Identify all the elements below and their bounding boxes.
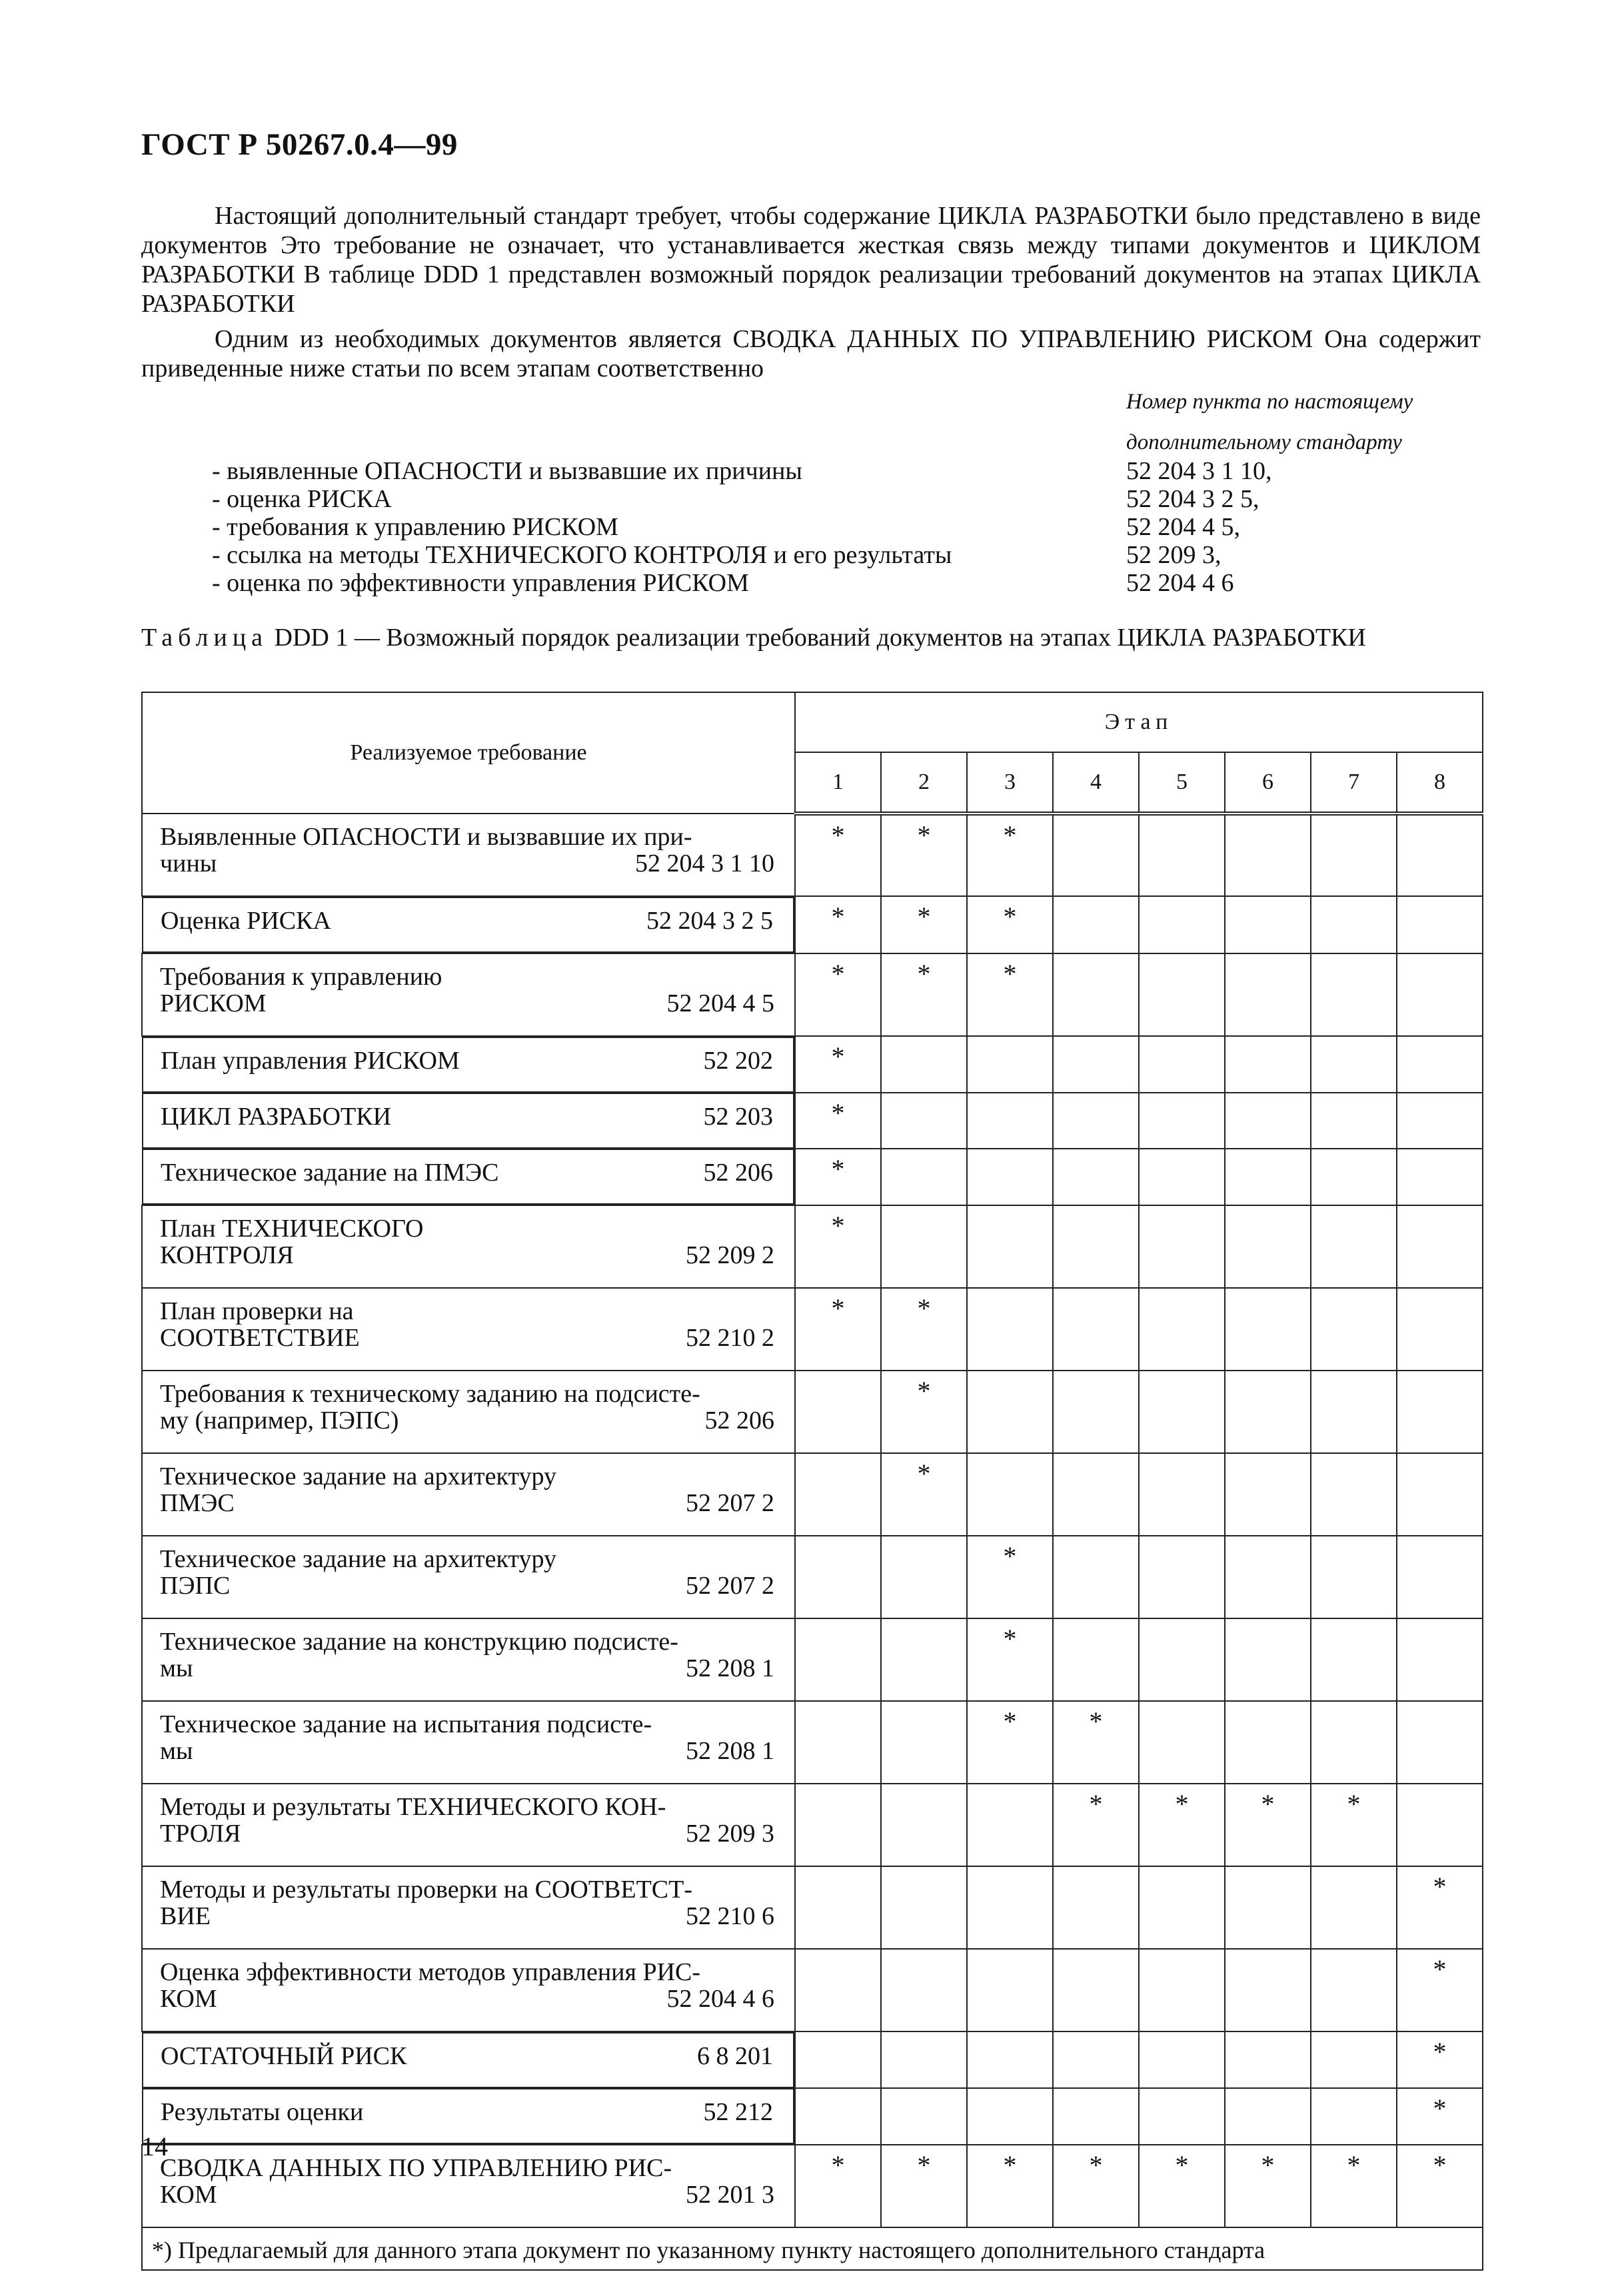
stage-mark-cell: * [1139, 2145, 1225, 2227]
stage-mark-cell [1397, 1288, 1483, 1371]
table-row [142, 1371, 1483, 1453]
stage-mark-cell [1139, 1093, 1225, 1149]
list-item-text: - требования к управлению РИСКОМ [212, 513, 618, 541]
stage-mark-cell: * [967, 953, 1053, 1036]
stage-mark-cell [1397, 1453, 1483, 1536]
stage-mark-cell [1225, 1093, 1311, 1149]
stage-mark-cell [1311, 2031, 1397, 2088]
stage-mark-cell [1311, 1093, 1397, 1149]
stage-mark-cell [1139, 1036, 1225, 1093]
stage-mark-cell [1053, 814, 1139, 896]
stage-mark-cell [795, 2088, 881, 2145]
stage-mark-cell [1053, 1093, 1139, 1149]
table-row [142, 1949, 1483, 2031]
requirement-text: Техническое задание на архитектуру [160, 1545, 557, 1573]
table-row [142, 896, 1483, 953]
stage-mark-cell [1053, 1149, 1139, 1205]
requirement-text: Техническое задание на архитектуру [160, 1462, 557, 1490]
stage-mark-cell [795, 1618, 881, 1701]
stage-mark-cell: * [1053, 1784, 1139, 1866]
stage-mark-cell: * [795, 2145, 881, 2227]
stage-mark-cell [1139, 2031, 1225, 2088]
requirement-code: 52 209 3 [686, 1820, 774, 1848]
stage-mark-cell: * [795, 1205, 881, 1288]
table-row [142, 2145, 1483, 2227]
requirement-text-continued: КОМ [160, 2181, 217, 2209]
requirement-text: Методы и результаты ТЕХНИЧЕСКОГО КОН- [160, 1793, 666, 1821]
table-row [142, 1288, 1483, 1371]
stage-mark-cell [1311, 1701, 1397, 1784]
stage-mark-cell [1139, 896, 1225, 953]
intro-paragraph-text: Настоящий дополнительный стандарт требует, чтобы содержание ЦИКЛА РАЗРАБОТКИ было представлено в виде документов Это требование не означает, что устанавливается жесткая связь между типами документов и ЦИКЛОМ РАЗРАБОТКИ В таблице DDD 1 представлен возможный порядок реализации требований документов на этапах ЦИКЛА РАЗРАБОТКИ [141, 202, 1481, 318]
requirement-cell [142, 1866, 795, 1949]
stage-mark-cell [795, 1371, 881, 1453]
stage-mark-cell: * [795, 953, 881, 1036]
stage-mark-cell: * [1225, 2145, 1311, 2227]
table-row [142, 814, 1483, 896]
stage-mark-cell: * [1311, 2145, 1397, 2227]
stage-mark-cell [1397, 1536, 1483, 1618]
requirement-code: 52 208 1 [686, 1737, 774, 1765]
stage-mark-cell [1311, 1453, 1397, 1536]
stage-mark-cell [1139, 1371, 1225, 1453]
requirement-cell [142, 2032, 794, 2088]
summary-paragraph-text: Одним из необходимых документов является СВОДКА ДАННЫХ ПО УПРАВЛЕНИЮ РИСКОМ Она содержит приведенные ниже статьи по всем этапам соответственно [141, 325, 1481, 382]
stage-number-header: 4 [1053, 752, 1139, 814]
requirement-text: План управления РИСКОМ [161, 1047, 460, 1075]
stage-mark-cell [1225, 896, 1311, 953]
table-row [142, 1701, 1483, 1784]
header-requirement: Реализуемое требование [142, 692, 795, 814]
table-row [142, 1866, 1483, 1949]
stage-mark-cell [1053, 2031, 1139, 2088]
requirement-cell [142, 897, 794, 953]
stage-mark-cell [1225, 1453, 1311, 1536]
table-row [142, 1205, 1483, 1288]
requirement-cell [142, 1949, 795, 2031]
stage-mark-cell [1139, 1949, 1225, 2031]
table-caption [141, 623, 1481, 652]
requirement-cell [142, 1037, 794, 1093]
table-row [142, 1536, 1483, 1618]
requirement-text: Оценка эффективности методов управления РИС- [160, 1958, 701, 1986]
stage-mark-cell: * [1225, 1784, 1311, 1866]
stage-mark-cell: * [795, 814, 881, 896]
requirement-code: 52 201 3 [686, 2181, 774, 2209]
stage-mark-cell: * [881, 1453, 967, 1536]
stage-mark-cell [1225, 1536, 1311, 1618]
stage-mark-cell [1139, 1149, 1225, 1205]
stage-mark-cell [1311, 1536, 1397, 1618]
table-row [142, 1784, 1483, 1866]
stage-mark-cell: * [881, 1371, 967, 1453]
stage-mark-cell: * [967, 1701, 1053, 1784]
requirement-text-continued: КОМ [160, 1985, 217, 2013]
stage-mark-cell: * [881, 1288, 967, 1371]
stage-mark-cell [1311, 1149, 1397, 1205]
stage-mark-cell [1053, 1949, 1139, 2031]
requirement-cell [142, 1205, 795, 1288]
requirement-text: Оценка РИСКА [161, 907, 331, 935]
requirement-cell [142, 1784, 795, 1866]
requirement-text-continued: му (например, ПЭПС) [160, 1407, 399, 1435]
table-row [142, 953, 1483, 1036]
requirement-cell [142, 2145, 795, 2227]
reference-caption [1126, 382, 1486, 463]
requirement-cell [142, 1149, 794, 1205]
stage-mark-cell [881, 1036, 967, 1093]
stage-mark-cell [1139, 1536, 1225, 1618]
stage-number-header: 2 [881, 752, 967, 814]
requirement-code: 52 209 2 [686, 1241, 774, 1269]
stage-mark-cell: * [1311, 1784, 1397, 1866]
stage-mark-cell [795, 1949, 881, 2031]
stage-mark-cell [1311, 1371, 1397, 1453]
stage-mark-cell [881, 1093, 967, 1149]
requirement-cell [142, 814, 795, 896]
list-item [212, 541, 1478, 569]
stage-mark-cell [881, 1536, 967, 1618]
stage-number-header: 3 [967, 752, 1053, 814]
stage-mark-cell [967, 1288, 1053, 1371]
stage-mark-cell [1139, 814, 1225, 896]
stage-mark-cell [1311, 1618, 1397, 1701]
requirement-text-continued: ПЭПС [160, 1572, 231, 1600]
requirement-text: Результаты оценки [161, 2098, 364, 2126]
requirement-text-continued: РИСКОМ [160, 989, 267, 1017]
stage-mark-cell [967, 1093, 1053, 1149]
stage-mark-cell: * [1397, 2145, 1483, 2227]
stage-mark-cell: * [795, 1036, 881, 1093]
stage-mark-cell: * [795, 896, 881, 953]
requirement-code: 6 8 201 [697, 2042, 773, 2070]
requirement-text: СВОДКА ДАННЫХ ПО УПРАВЛЕНИЮ РИС- [160, 2154, 672, 2182]
stage-mark-cell: * [1397, 2088, 1483, 2145]
stage-mark-cell [1053, 896, 1139, 953]
requirement-text: Методы и результаты проверки на СООТВЕТСТ- [160, 1876, 693, 1904]
stage-mark-cell [1053, 1371, 1139, 1453]
table-row [142, 1036, 1483, 1093]
requirement-text-continued: ПМЭС [160, 1489, 235, 1517]
requirement-text: Требования к управлению [160, 963, 442, 991]
stage-mark-cell [1053, 2088, 1139, 2145]
stage-mark-cell: * [1053, 2145, 1139, 2227]
stage-mark-cell [1225, 953, 1311, 1036]
stage-mark-cell [1311, 1036, 1397, 1093]
header-stage: Этап [795, 692, 1483, 752]
stage-mark-cell: * [967, 1536, 1053, 1618]
stage-mark-cell: * [1139, 1784, 1225, 1866]
table-row [142, 1453, 1483, 1536]
stage-mark-cell: * [881, 814, 967, 896]
stage-mark-cell [1311, 814, 1397, 896]
stage-mark-cell: * [1397, 1866, 1483, 1949]
table-row [142, 2031, 1483, 2088]
stage-mark-cell [881, 1784, 967, 1866]
stage-mark-cell [1311, 2088, 1397, 2145]
requirement-code: 52 210 2 [686, 1324, 774, 1352]
requirement-text: ЦИКЛ РАЗРАБОТКИ [161, 1103, 392, 1131]
requirement-code: 52 208 1 [686, 1654, 774, 1682]
item-list [212, 457, 1478, 597]
stage-mark-cell [1397, 1784, 1483, 1866]
stage-number-header: 7 [1311, 752, 1397, 814]
requirement-code: 52 207 2 [686, 1489, 774, 1517]
stage-mark-cell [1225, 1371, 1311, 1453]
stage-mark-cell [1225, 1036, 1311, 1093]
stage-mark-cell [1225, 814, 1311, 896]
stage-mark-cell [1225, 2031, 1311, 2088]
list-item-ref: 52 204 3 1 10, [1126, 457, 1272, 485]
requirement-code: 52 206 [704, 1407, 774, 1435]
list-item-text: - оценка РИСКА [212, 485, 392, 513]
list-item-ref: 52 204 4 6 [1126, 569, 1234, 597]
stage-mark-cell [1139, 1205, 1225, 1288]
stage-mark-cell [1053, 1866, 1139, 1949]
stage-mark-cell [881, 2088, 967, 2145]
table-body [142, 814, 1483, 2270]
stage-mark-cell [1053, 1618, 1139, 1701]
table-row [142, 2088, 1483, 2145]
requirement-cell [142, 1453, 795, 1536]
stage-mark-cell: * [1397, 1949, 1483, 2031]
stage-mark-cell [881, 1701, 967, 1784]
stage-mark-cell [795, 2031, 881, 2088]
table-footnote: *) Предлагаемый для данного этапа документ по указанному пункту настоящего дополнительного стандарта [142, 2227, 1483, 2270]
stage-mark-cell: * [881, 2145, 967, 2227]
stage-mark-cell [795, 1784, 881, 1866]
stage-number-header: 6 [1225, 752, 1311, 814]
stage-mark-cell [1311, 1288, 1397, 1371]
stage-mark-cell [1311, 896, 1397, 953]
stage-mark-cell [1397, 1371, 1483, 1453]
list-item [212, 485, 1478, 513]
requirement-code: 52 203 [703, 1103, 773, 1131]
requirement-text: План ТЕХНИЧЕСКОГО [160, 1215, 424, 1243]
stage-mark-cell [967, 1453, 1053, 1536]
page-number: 14 [141, 2131, 168, 2161]
requirement-code: 52 204 3 2 5 [646, 907, 773, 935]
stage-mark-cell [881, 2031, 967, 2088]
stage-mark-cell [967, 1949, 1053, 2031]
requirement-cell [142, 1618, 795, 1701]
stage-mark-cell: * [1053, 1701, 1139, 1784]
requirement-code: 52 206 [703, 1159, 773, 1187]
stage-mark-cell [1139, 1618, 1225, 1701]
stage-mark-cell [1053, 1536, 1139, 1618]
stage-mark-cell [967, 2088, 1053, 2145]
requirement-cell [142, 1536, 795, 1618]
requirement-cell [142, 1701, 795, 1784]
requirement-code: 52 204 4 5 [666, 989, 774, 1017]
table-row [142, 1149, 1483, 1205]
stage-mark-cell [1397, 1701, 1483, 1784]
stage-mark-cell [1225, 2088, 1311, 2145]
stage-mark-cell [795, 1453, 881, 1536]
stage-mark-cell: * [881, 953, 967, 1036]
intro-paragraph [141, 201, 1481, 318]
stage-mark-cell [1225, 1618, 1311, 1701]
stage-mark-cell [1311, 1949, 1397, 2031]
stage-mark-cell [1139, 1701, 1225, 1784]
table-row [142, 1093, 1483, 1149]
requirements-table [141, 692, 1483, 2271]
stage-mark-cell [1225, 1866, 1311, 1949]
stage-mark-cell [1397, 953, 1483, 1036]
list-item-text: - ссылка на методы ТЕХНИЧЕСКОГО КОНТРОЛЯ и его результаты [212, 541, 952, 569]
stage-mark-cell [1139, 1866, 1225, 1949]
stage-mark-cell: * [967, 896, 1053, 953]
list-item-ref: 52 204 3 2 5, [1126, 485, 1259, 513]
stage-mark-cell [881, 1949, 967, 2031]
stage-mark-cell [1225, 1288, 1311, 1371]
footnote-row [142, 2227, 1483, 2270]
stage-mark-cell: * [795, 1288, 881, 1371]
requirement-code: 52 202 [703, 1047, 773, 1075]
stage-mark-cell [967, 1371, 1053, 1453]
requirement-code: 52 204 4 6 [666, 1985, 774, 2013]
table-caption-text: DDD 1 — Возможный порядок реализации требований документов на этапах ЦИКЛА РАЗРАБОТКИ [274, 624, 1366, 652]
stage-mark-cell [1397, 814, 1483, 896]
stage-mark-cell [795, 1866, 881, 1949]
stage-mark-cell [1397, 896, 1483, 953]
requirement-text: Техническое задание на испытания подсисте- [160, 1710, 652, 1738]
stage-mark-cell [1397, 1093, 1483, 1149]
summary-paragraph [141, 324, 1481, 383]
requirement-code: 52 204 3 1 10 [635, 850, 774, 877]
requirement-cell [142, 1093, 794, 1149]
stage-mark-cell [881, 1866, 967, 1949]
reference-caption-line: Номер пункта по настоящему [1126, 390, 1413, 414]
requirement-text: Требования к техническому заданию на подсисте- [160, 1380, 700, 1408]
list-item-text: - выявленные ОПАСНОСТИ и вызвавшие их причины [212, 457, 802, 485]
stage-mark-cell [967, 1036, 1053, 1093]
stage-mark-cell [1397, 1036, 1483, 1093]
requirement-text-continued: мы [160, 1654, 193, 1682]
stage-mark-cell [1053, 1205, 1139, 1288]
stage-mark-cell: * [967, 2145, 1053, 2227]
stage-mark-cell [881, 1618, 967, 1701]
stage-mark-cell [1225, 1949, 1311, 2031]
stage-mark-cell [881, 1205, 967, 1288]
list-item [212, 513, 1478, 541]
stage-mark-cell [1311, 1205, 1397, 1288]
requirement-text-continued: ВИЕ [160, 1902, 211, 1930]
list-item [212, 569, 1478, 597]
stage-mark-cell [1053, 953, 1139, 1036]
stage-mark-cell: * [1397, 2031, 1483, 2088]
stage-mark-cell [967, 1866, 1053, 1949]
table-row [142, 1618, 1483, 1701]
stage-mark-cell [1139, 953, 1225, 1036]
stage-mark-cell [1053, 1453, 1139, 1536]
stage-mark-cell [795, 1536, 881, 1618]
requirement-text: Техническое задание на ПМЭС [161, 1159, 499, 1187]
stage-mark-cell [1053, 1036, 1139, 1093]
stage-mark-cell [1397, 1205, 1483, 1288]
stage-mark-cell [967, 1784, 1053, 1866]
stage-mark-cell [967, 1205, 1053, 1288]
reference-caption-line: дополнительному стандарту [1126, 430, 1402, 454]
list-item-ref: 52 204 4 5, [1126, 513, 1240, 541]
list-item [212, 457, 1478, 485]
stage-mark-cell [1139, 1453, 1225, 1536]
requirement-code: 52 210 6 [686, 1902, 774, 1930]
requirement-text: Выявленные ОПАСНОСТИ и вызвавшие их при- [160, 823, 692, 851]
requirement-code: 52 207 2 [686, 1572, 774, 1600]
table-caption-label: Таблица [141, 624, 269, 652]
stage-mark-cell: * [795, 1149, 881, 1205]
stage-mark-cell: * [967, 1618, 1053, 1701]
list-item-text: - оценка по эффективности управления РИСКОМ [212, 569, 749, 597]
requirement-code: 52 212 [703, 2098, 773, 2126]
stage-number-header: 5 [1139, 752, 1225, 814]
stage-mark-cell [967, 2031, 1053, 2088]
stage-mark-cell [1311, 1866, 1397, 1949]
requirement-text-continued: СООТВЕТСТВИЕ [160, 1324, 360, 1352]
requirement-text-continued: КОНТРОЛЯ [160, 1241, 294, 1269]
stage-mark-cell [1139, 1288, 1225, 1371]
stage-mark-cell: * [967, 814, 1053, 896]
stage-mark-cell [967, 1149, 1053, 1205]
stage-mark-cell [1139, 2088, 1225, 2145]
requirement-cell [142, 1288, 795, 1371]
stage-mark-cell: * [881, 896, 967, 953]
stage-mark-cell [1397, 1618, 1483, 1701]
requirement-cell [142, 2088, 794, 2144]
stage-mark-cell [1225, 1205, 1311, 1288]
requirement-text: План проверки на [160, 1297, 354, 1325]
stage-mark-cell [881, 1149, 967, 1205]
stage-mark-cell [795, 1701, 881, 1784]
document-header: ГОСТ Р 50267.0.4—99 [141, 127, 458, 162]
requirement-cell [142, 1371, 795, 1453]
stage-mark-cell [1225, 1701, 1311, 1784]
requirement-text-continued: мы [160, 1737, 193, 1765]
stage-mark-cell [1311, 953, 1397, 1036]
stage-mark-cell [1225, 1149, 1311, 1205]
stage-mark-cell [1053, 1288, 1139, 1371]
requirement-text-continued: ТРОЛЯ [160, 1820, 241, 1848]
requirement-cell [142, 953, 795, 1036]
stage-mark-cell: * [795, 1093, 881, 1149]
requirement-text: Техническое задание на конструкцию подсисте- [160, 1628, 678, 1656]
requirement-text: ОСТАТОЧНЫЙ РИСК [161, 2042, 407, 2070]
stage-number-header: 8 [1397, 752, 1483, 814]
stage-number-header: 1 [795, 752, 881, 814]
list-item-ref: 52 209 3, [1126, 541, 1221, 569]
requirement-text-continued: чины [160, 850, 217, 877]
stage-mark-cell [1397, 1149, 1483, 1205]
